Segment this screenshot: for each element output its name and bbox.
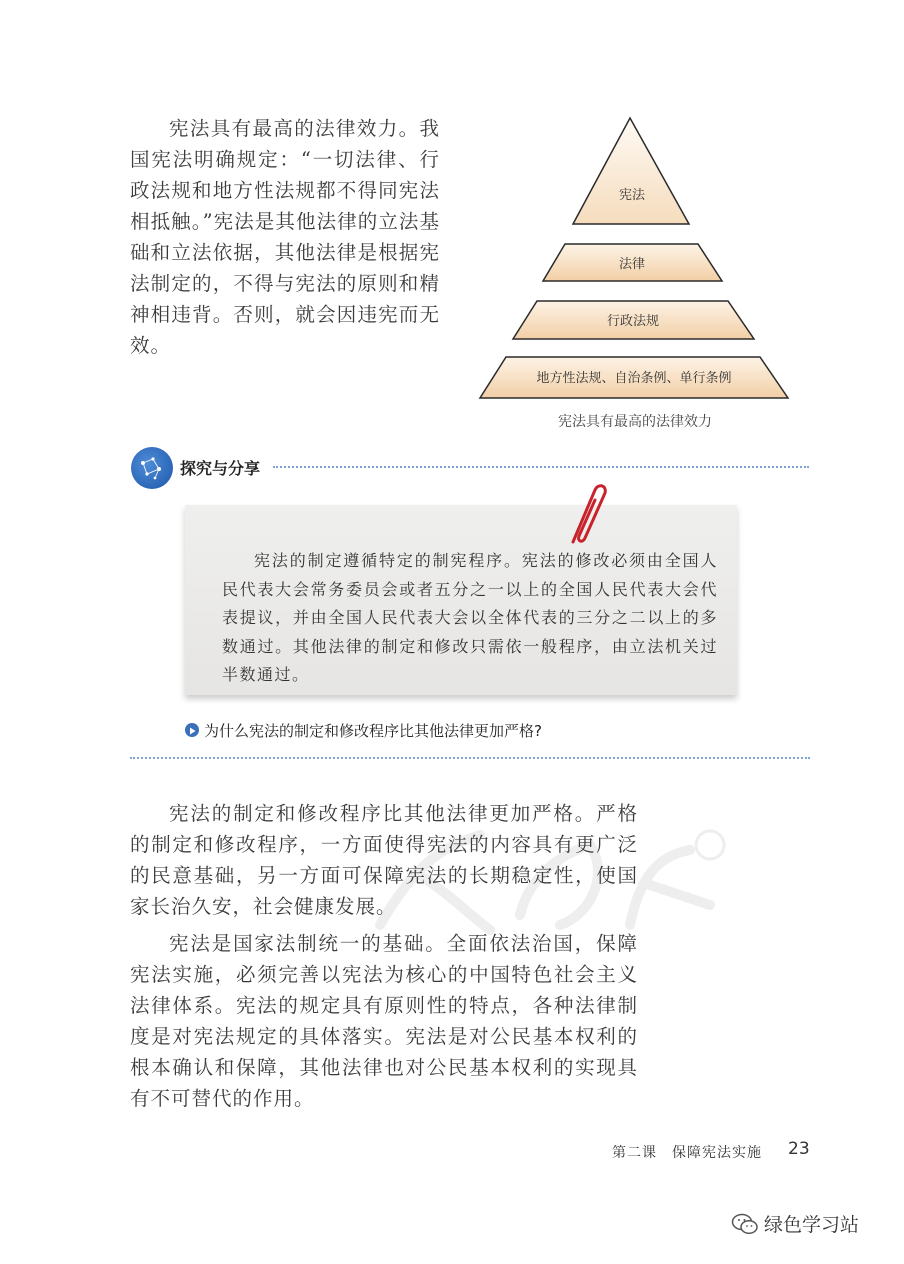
- pyramid-level-1-label: 宪法: [618, 188, 646, 203]
- body-paragraph-2: 宪法是国家法制统一的基础。全面依法治国，保障宪法实施，必须完善以宪法为核心的中国特色社会主义法律体系。宪法的规定具有原则性的特点，各种法律制度是对宪法规定的具体落实。宪法是对公民基本权利的根本确认和保障，其他法律也对公民基本权利的实现具有不可替代的作用。: [130, 932, 638, 1110]
- pyramid-level-3-label: 行政法规: [606, 314, 660, 329]
- section-divider-bottom: [130, 757, 810, 759]
- pyramid-caption: 宪法具有最高的法律效力: [558, 414, 712, 430]
- intro-paragraph: 宪法具有最高的法律效力。我国宪法明确规定：“一切法律、行政法规和地方性法规都不得同宪法相抵触。”宪法是其他法律的立法基础和立法依据，其他法律是根据宪法制定的，不得与宪法的原则和精神相违背。否则，就会因违宪而无效。: [130, 117, 440, 357]
- question-bullet-icon: [185, 723, 199, 737]
- wechat-icon: [731, 1212, 759, 1236]
- pyramid-level-4-label: 地方性法规、自治条例、单行条例: [536, 371, 732, 386]
- paperclip-icon: [555, 480, 615, 550]
- body-paragraph-1: 宪法的制定和修改程序比其他法律更加严格。严格的制定和修改程序，一方面使得宪法的内容具有更广泛的民意基础，另一方面可保障宪法的长期稳定性，使国家长治久安，社会健康发展。: [130, 802, 638, 918]
- legal-hierarchy-pyramid: [470, 110, 810, 440]
- account-name: 绿色学习站: [764, 1214, 860, 1236]
- note-card-text: 宪法的制定遵循特定的制宪程序。宪法的修改必须由全国人民代表大会常务委员会或者五分之一以上的全国人民代表大会代表提议，并由全国人民代表大会以全体代表的三分之二以上的多数通过。其他法律的制定和修改只需依一般程序，由立法机关过半数通过。: [222, 551, 718, 684]
- explore-section-title: 探究与分享: [180, 459, 261, 478]
- explore-question: 为什么宪法的制定和修改程序比其他法律更加严格?: [204, 722, 542, 740]
- pyramid-level-1-shape: [573, 118, 689, 224]
- footer-lesson-title: 第二课 保障宪法实施: [612, 1145, 762, 1161]
- section-divider-top: [273, 466, 809, 468]
- pyramid-level-2-label: 法律: [618, 257, 646, 272]
- page-number: 23: [788, 1139, 810, 1159]
- explore-badge-icon: [131, 447, 173, 489]
